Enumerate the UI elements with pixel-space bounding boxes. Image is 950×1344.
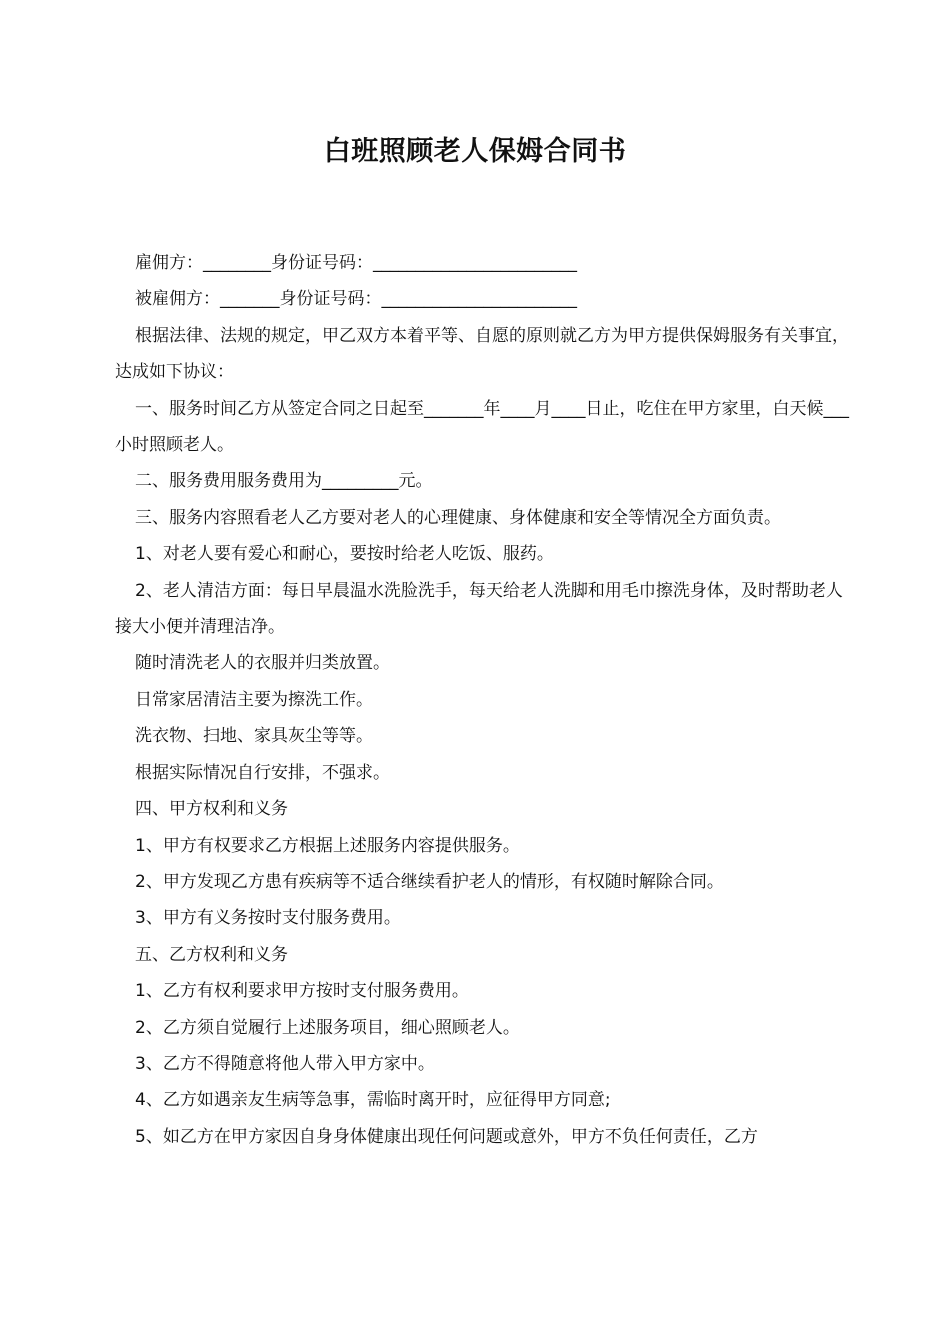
clause-service-content: 三、服务内容照看老人乙方要对老人的心理健康、身体健康和安全等情况全方面负责。	[135, 507, 781, 528]
employer-right-3: 3、甲方有义务按时支付服务费用。	[135, 908, 401, 929]
employee-right-5: 5、如乙方在甲方家因自身身体健康出现任何问题或意外，甲方不负任何责任，乙方	[135, 1126, 758, 1147]
employee-line: 被雇佣方：_______身份证号码：_______________________	[135, 289, 577, 310]
document-title: 白班照顾老人保姆合同书	[323, 136, 627, 167]
employee-right-1: 1、乙方有权利要求甲方按时支付服务费用。	[135, 981, 469, 1002]
clause-service-fee: 二、服务费用服务费用为_________元。	[135, 471, 433, 492]
section-heading-employer-rights: 四、甲方权利和义务	[135, 799, 288, 820]
employer-right-2: 2、甲方发现乙方患有疾病等不适合继续看护老人的情形，有权随时解除合同。	[135, 871, 724, 892]
clause-service-time: 一、服务时间乙方从签定合同之日起至_______年____月____日止，吃住在甲方家里，白天候___小时照顾老人。	[115, 398, 849, 456]
section-heading-employee-rights: 五、乙方权利和义务	[135, 944, 288, 965]
content-item-1: 1、对老人要有爱心和耐心，要按时给老人吃饭、服药。	[135, 544, 554, 565]
preamble-paragraph: 根据法律、法规的规定，甲乙双方本着平等、自愿的原则就乙方为甲方提供保姆服务有关事宜，达成如下协议：	[115, 325, 849, 383]
employee-right-2: 2、乙方须自觉履行上述服务项目，细心照顾老人。	[135, 1017, 520, 1038]
content-note-cleaning: 日常家居清洁主要为擦洗工作。	[135, 689, 373, 710]
content-note-arrangement: 根据实际情况自行安排，不强求。	[135, 762, 390, 783]
content-note-laundry: 随时清洗老人的衣服并归类放置。	[135, 653, 390, 674]
employee-right-3: 3、乙方不得随意将他人带入甲方家中。	[135, 1053, 435, 1074]
employer-line: 雇佣方：________身份证号码：________________________	[135, 253, 577, 273]
content-note-chores: 洗衣物、扫地、家具灰尘等等。	[135, 726, 373, 747]
content-item-2: 2、老人清洁方面：每日早晨温水洗脸洗手，每天给老人洗脚和用毛巾擦洗身体，及时帮助老人接大小便并清理洁净。	[115, 580, 843, 638]
employee-right-4: 4、乙方如遇亲友生病等急事，需临时离开时，应征得甲方同意;	[135, 1090, 611, 1111]
employer-right-1: 1、甲方有权要求乙方根据上述服务内容提供服务。	[135, 835, 520, 856]
document-body	[115, 245, 850, 1155]
